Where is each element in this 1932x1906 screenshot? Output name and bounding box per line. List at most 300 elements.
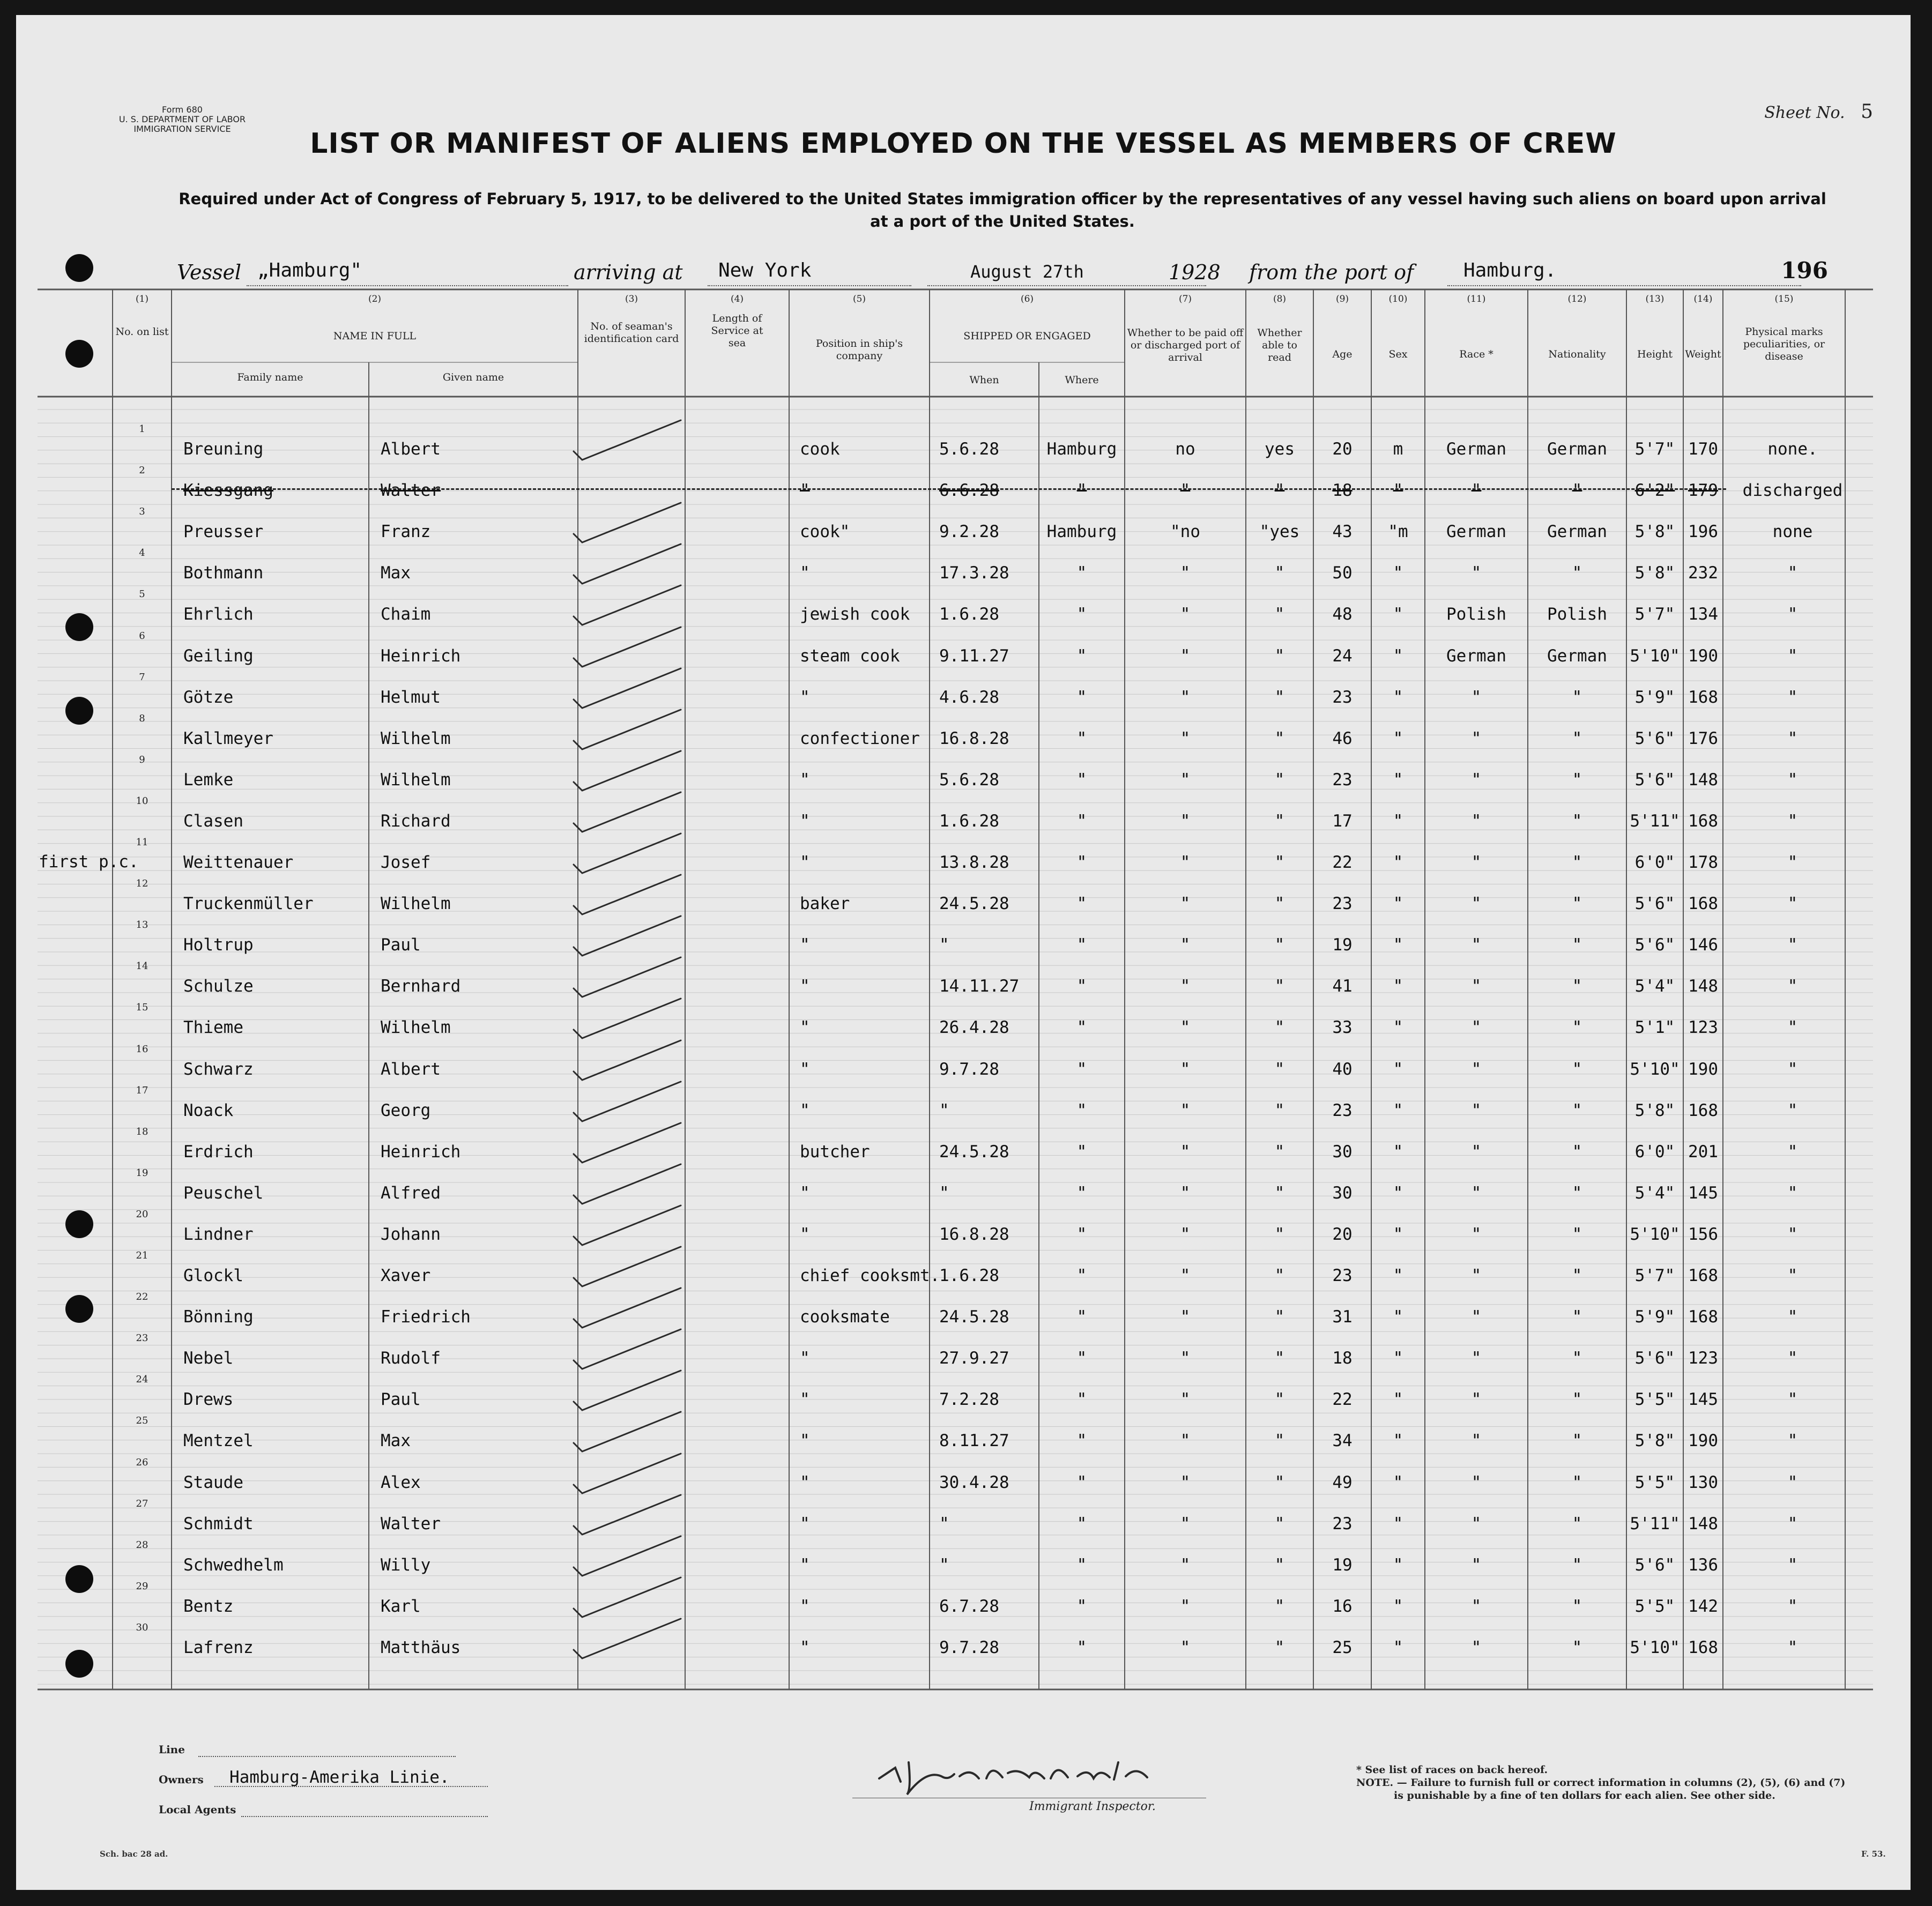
cell-read: " (1274, 1637, 1285, 1657)
cell-position: " (800, 1514, 810, 1533)
cell-where: " (1076, 563, 1087, 583)
cell-when: 5.6.28 (939, 770, 999, 790)
cell-marks: " (1787, 1142, 1798, 1162)
col9-number: (9) (1335, 294, 1349, 304)
arrival-date: August 27th (970, 262, 1084, 282)
cell-paid-off: " (1180, 605, 1191, 624)
cell-sex: " (1393, 1059, 1403, 1079)
cell-height: 5'6" (1634, 728, 1675, 748)
cell-age: 49 (1332, 1472, 1353, 1492)
cell-nationality: " (1572, 811, 1582, 831)
cell-given: Chaim (381, 605, 431, 624)
cell-nationality: " (1572, 1431, 1582, 1451)
cell-age: 17 (1332, 811, 1353, 831)
cell-marks: " (1787, 894, 1798, 914)
row-number: 4 (139, 547, 145, 559)
cell-when: 9.2.28 (939, 522, 999, 542)
cell-nationality: " (1572, 1307, 1582, 1327)
cell-sex: " (1393, 563, 1403, 583)
cell-height: 5'7" (1634, 1266, 1675, 1285)
printer-code: Sch. bac 28 ad. (100, 1849, 168, 1859)
cell-height: 5'6" (1634, 1349, 1675, 1368)
cell-age: 40 (1332, 1059, 1353, 1079)
row-number: 14 (136, 961, 148, 972)
arrival-year: 1928 (1169, 260, 1221, 284)
cell-where: " (1076, 770, 1087, 790)
cell-marks: " (1787, 770, 1798, 790)
cell-marks: " (1787, 1637, 1798, 1657)
cell-given: Willy (381, 1555, 431, 1575)
cell-race: " (1471, 977, 1482, 996)
cell-weight: 148 (1688, 770, 1718, 790)
cell-marks: " (1787, 1514, 1798, 1533)
cell-when: 26.4.28 (939, 1018, 1009, 1038)
cell-family: Glockl (183, 1266, 243, 1285)
cell-read: " (1274, 1100, 1285, 1120)
cell-height: 5'8" (1634, 1100, 1675, 1120)
cell-family: Mentzel (183, 1431, 254, 1451)
cell-position: " (800, 1431, 810, 1451)
cell-family: Bothmann (183, 563, 264, 583)
cell-given: Matthäus (381, 1637, 461, 1657)
cell-where: " (1076, 687, 1087, 707)
cell-nationality: Polish (1547, 605, 1607, 624)
margin-note: first p.c. (39, 852, 139, 872)
cell-given: Richard (381, 811, 451, 831)
cell-weight: 168 (1688, 687, 1718, 707)
manifest-subtitle: Required under Act of Congress of February 5, 1917, to be delivered to the United States immigration officer by the representatives of any vessel having such aliens on board upon arrival at a port of the United States. (179, 190, 1826, 230)
given-name-header: Given name (442, 371, 504, 383)
cell-when: 8.11.27 (939, 1431, 1009, 1451)
cell-position: cooksmate (800, 1307, 890, 1327)
row-number: 27 (136, 1498, 148, 1509)
owners-label: Owners (159, 1773, 204, 1786)
cell-where: " (1076, 1637, 1087, 1657)
cell-where: " (1076, 1431, 1087, 1451)
cell-position: " (800, 770, 810, 790)
cell-family: Kallmeyer (183, 728, 273, 748)
inspector-signature (858, 1746, 1201, 1800)
cell-height: 5'8" (1634, 1431, 1675, 1451)
cell-race: " (1471, 1596, 1482, 1616)
owners-rule (214, 1786, 488, 1787)
cell-when: 27.9.27 (939, 1349, 1009, 1368)
col5-number: (5) (852, 294, 866, 304)
cell-marks: " (1787, 646, 1798, 666)
cell-race: " (1471, 1349, 1482, 1368)
cell-paid-off: " (1180, 1183, 1191, 1203)
form-code: F. 53. (1861, 1849, 1886, 1859)
cell-weight: 201 (1688, 1142, 1718, 1162)
cell-sex: " (1393, 1224, 1403, 1244)
sheet-number-label: Sheet No. (1764, 103, 1845, 122)
row-number: 6 (139, 630, 145, 642)
cell-nationality: " (1572, 728, 1582, 748)
cell-position: " (800, 853, 810, 872)
row-number: 1 (139, 423, 145, 435)
row-number: 25 (136, 1415, 148, 1427)
cell-weight: 156 (1688, 1224, 1718, 1244)
cell-marks: " (1787, 1100, 1798, 1120)
cell-sex: m (1393, 440, 1403, 459)
cell-race: " (1471, 728, 1482, 748)
cell-given: Friedrich (381, 1307, 471, 1327)
col3-number: (3) (625, 294, 638, 304)
cell-where: " (1076, 1472, 1087, 1492)
cell-where: " (1076, 1183, 1087, 1203)
cell-read: " (1274, 1183, 1285, 1203)
arrival-port: New York (718, 259, 812, 281)
row-number: 30 (136, 1621, 148, 1633)
cell-family: Staude (183, 1472, 243, 1492)
cell-race: " (1471, 1307, 1482, 1327)
cell-position: " (800, 977, 810, 996)
cell-where: " (1076, 1307, 1087, 1327)
row-number: 15 (136, 1002, 148, 1014)
cell-where: " (1076, 728, 1087, 748)
cell-height: 5'6" (1634, 770, 1675, 790)
cell-paid-off: " (1180, 646, 1191, 666)
cell-marks: none (1772, 522, 1813, 542)
cell-where: " (1076, 1100, 1087, 1120)
cell-when: " (939, 935, 949, 955)
row-number: 17 (136, 1084, 148, 1096)
cell-race: " (1471, 811, 1482, 831)
cell-nationality: " (1572, 1183, 1582, 1203)
cell-read: " (1274, 853, 1285, 872)
cell-position: " (800, 1555, 810, 1575)
cell-when: " (939, 1183, 949, 1203)
cell-marks: " (1787, 935, 1798, 955)
line-label: Line (159, 1743, 185, 1756)
cell-when: " (939, 1555, 949, 1575)
cell-given: Paul (381, 935, 421, 955)
cell-family: Truckenmüller (183, 894, 314, 914)
cell-nationality: " (1572, 977, 1582, 996)
cell-nationality: " (1572, 1514, 1582, 1533)
cell-read: " (1274, 728, 1285, 748)
cell-when: 1.6.28 (939, 1266, 999, 1285)
cell-paid-off: " (1180, 770, 1191, 790)
cell-read: " (1274, 1555, 1285, 1575)
cell-given: Franz (381, 522, 431, 542)
cell-age: 41 (1332, 977, 1353, 996)
cell-sex: " (1393, 1100, 1403, 1120)
cell-given: Helmut (381, 687, 441, 707)
cell-marks: " (1787, 605, 1798, 624)
cell-where: " (1076, 935, 1087, 955)
cell-family: Bentz (183, 1596, 234, 1616)
from-port-label: from the port of (1249, 260, 1414, 284)
cell-weight: 179 (1688, 481, 1718, 501)
cell-given: Josef (381, 853, 431, 872)
cell-paid-off: " (1180, 1514, 1191, 1533)
cell-when: 5.6.28 (939, 440, 999, 459)
cell-when: 1.6.28 (939, 605, 999, 624)
cell-position: chief cooksmt. (800, 1266, 940, 1285)
cell-height: 5'6" (1634, 894, 1675, 914)
cell-family: Kiessgang (183, 481, 273, 501)
cell-marks: " (1787, 853, 1798, 872)
cell-age: 19 (1332, 935, 1353, 955)
cell-height: 5'6" (1634, 935, 1675, 955)
cell-age: 23 (1332, 770, 1353, 790)
cell-marks: " (1787, 1307, 1798, 1327)
cell-read: yes (1265, 440, 1295, 459)
cell-read: " (1274, 605, 1285, 624)
cell-height: 5'4" (1634, 977, 1675, 996)
cell-where: " (1076, 1596, 1087, 1616)
cell-read: " (1274, 481, 1285, 501)
cell-where: " (1076, 1514, 1087, 1533)
cell-age: 31 (1332, 1307, 1353, 1327)
cell-read: " (1274, 1349, 1285, 1368)
cell-read: " (1274, 1266, 1285, 1285)
cell-where: Hamburg (1046, 440, 1117, 459)
cell-nationality: German (1547, 440, 1607, 459)
cell-marks: " (1787, 1472, 1798, 1492)
cell-where: " (1076, 1142, 1087, 1162)
cell-marks: " (1787, 977, 1798, 996)
cell-read: " (1274, 1596, 1285, 1616)
cell-weight: 168 (1688, 811, 1718, 831)
cell-given: Wilhelm (381, 1018, 451, 1038)
cell-given: Bernhard (381, 977, 461, 996)
cell-position: " (800, 1596, 810, 1616)
cell-read: " (1274, 1390, 1285, 1410)
cell-weight: 148 (1688, 977, 1718, 996)
col10-number: (10) (1388, 294, 1408, 304)
cell-paid-off: " (1180, 1637, 1191, 1657)
col10-header: Sex (1388, 348, 1408, 360)
cell-marks: " (1787, 687, 1798, 707)
cell-sex: " (1393, 1266, 1403, 1285)
punch-hole (65, 1210, 93, 1238)
cell-nationality: " (1572, 1555, 1582, 1575)
cell-race: " (1471, 1431, 1482, 1451)
row-number: 18 (136, 1126, 148, 1137)
cell-given: Alfred (381, 1183, 441, 1203)
cell-paid-off: " (1180, 1431, 1191, 1451)
cell-position: " (800, 1390, 810, 1410)
cell-sex: " (1393, 1472, 1403, 1492)
cell-nationality: " (1572, 481, 1582, 501)
cell-given: Rudolf (381, 1349, 441, 1368)
cell-age: 20 (1332, 440, 1353, 459)
col14-header: Weight (1685, 348, 1721, 360)
cell-paid-off: "no (1170, 522, 1200, 542)
cell-given: Wilhelm (381, 728, 451, 748)
cell-age: 18 (1332, 1349, 1353, 1368)
row-number: 16 (136, 1043, 148, 1055)
cell-nationality: " (1572, 894, 1582, 914)
cell-when: 16.8.28 (939, 1224, 1009, 1244)
cell-height: 6'0" (1634, 1142, 1675, 1162)
cell-paid-off: " (1180, 687, 1191, 707)
cell-race: " (1471, 1059, 1482, 1079)
col3-header: No. of seaman's identification card (584, 321, 679, 345)
cell-position: butcher (800, 1142, 870, 1162)
col4-header: Length of Service at sea (711, 312, 763, 349)
cell-family: Schwarz (183, 1059, 254, 1079)
col11-header: Race * (1459, 348, 1493, 360)
cell-nationality: German (1547, 646, 1607, 666)
row-number: 26 (136, 1456, 148, 1468)
cell-marks: " (1787, 1596, 1798, 1616)
cell-where: " (1076, 1059, 1087, 1079)
cell-weight: 168 (1688, 1307, 1718, 1327)
cell-sex: " (1393, 728, 1403, 748)
cell-sex: " (1393, 770, 1403, 790)
cell-given: Walter (381, 481, 441, 501)
cell-height: 5'7" (1634, 440, 1675, 459)
cell-read: " (1274, 646, 1285, 666)
row-number: 2 (139, 465, 145, 476)
row-number: 12 (136, 878, 148, 890)
cell-sex: " (1393, 894, 1403, 914)
cell-weight: 168 (1688, 1637, 1718, 1657)
cell-when: " (939, 1100, 949, 1120)
cell-given: Albert (381, 1059, 441, 1079)
cell-weight: 146 (1688, 935, 1718, 955)
cell-height: 5'11" (1630, 811, 1680, 831)
cell-read: " (1274, 1514, 1285, 1533)
cell-race: " (1471, 935, 1482, 955)
cell-given: Wilhelm (381, 770, 451, 790)
cell-nationality: " (1572, 853, 1582, 872)
cell-weight: 196 (1688, 522, 1718, 542)
strikethrough-line (172, 488, 1726, 490)
cell-height: 5'7" (1634, 605, 1675, 624)
punch-hole (65, 340, 93, 368)
row-number: 3 (139, 506, 145, 518)
local-agents-label: Local Agents (159, 1803, 236, 1816)
where-header: Where (1065, 374, 1099, 386)
cell-sex: " (1393, 853, 1403, 872)
cell-paid-off: " (1180, 977, 1191, 996)
cell-height: 5'10" (1630, 1224, 1680, 1244)
col1-number: (1) (135, 294, 149, 304)
col5-header: Position in ship's company (815, 338, 903, 362)
cell-age: 23 (1332, 1266, 1353, 1285)
cell-family: Drews (183, 1390, 234, 1410)
punch-hole (65, 697, 93, 725)
cell-age: 25 (1332, 1637, 1353, 1657)
cell-race: German (1446, 646, 1506, 666)
row-number: 9 (139, 754, 145, 765)
cell-read: " (1274, 1142, 1285, 1162)
footnote (1356, 1763, 1855, 1802)
cell-position: steam cook (800, 646, 900, 666)
col6-header: SHIPPED OR ENGAGED (963, 330, 1091, 342)
row-number: 19 (136, 1167, 148, 1179)
row-number: 5 (139, 589, 145, 600)
cell-weight: 130 (1688, 1472, 1718, 1492)
cell-marks: none. (1767, 440, 1818, 459)
cell-given: Karl (381, 1596, 421, 1616)
cell-sex: " (1393, 1637, 1403, 1657)
cell-paid-off: " (1180, 1142, 1191, 1162)
cell-position: " (800, 1183, 810, 1203)
cell-paid-off: " (1180, 563, 1191, 583)
cell-position: " (800, 935, 810, 955)
cell-family: Lemke (183, 770, 234, 790)
cell-sex: " (1393, 1142, 1403, 1162)
arriving-label: arriving at (574, 260, 683, 284)
cell-family: Schulze (183, 977, 254, 996)
cell-where: " (1076, 894, 1087, 914)
cell-when: 1.6.28 (939, 811, 999, 831)
cell-where: Hamburg (1046, 522, 1117, 542)
cell-paid-off: " (1180, 1224, 1191, 1244)
cell-race: " (1471, 481, 1482, 501)
cell-sex: " (1393, 481, 1403, 501)
cell-sex: " (1393, 1555, 1403, 1575)
cell-paid-off: " (1180, 1555, 1191, 1575)
cell-given: Walter (381, 1514, 441, 1533)
cell-when: 14.11.27 (939, 977, 1020, 996)
cell-paid-off: " (1180, 853, 1191, 872)
cell-height: 6'2" (1634, 481, 1675, 501)
cell-read: " (1274, 1224, 1285, 1244)
cell-race: " (1471, 1018, 1482, 1038)
cell-marks: " (1787, 1224, 1798, 1244)
inspector-label: Immigrant Inspector. (1029, 1800, 1156, 1813)
cell-race: " (1471, 1555, 1482, 1575)
cell-sex: " (1393, 646, 1403, 666)
cell-family: Clasen (183, 811, 243, 831)
cell-age: 30 (1332, 1142, 1353, 1162)
cell-read: " (1274, 770, 1285, 790)
col4-number: (4) (730, 294, 744, 304)
owners-value: Hamburg-Amerika Linie. (229, 1768, 450, 1787)
row-number: 10 (136, 795, 148, 807)
service-name: IMMIGRATION SERVICE (133, 124, 231, 134)
row-number: 28 (136, 1539, 148, 1551)
cell-read: " (1274, 894, 1285, 914)
cell-position: " (800, 811, 810, 831)
cell-race: " (1471, 853, 1482, 872)
cell-weight: 142 (1688, 1596, 1718, 1616)
cell-where: " (1076, 1266, 1087, 1285)
col1-header: No. on list (115, 326, 169, 338)
cell-weight: 123 (1688, 1018, 1718, 1038)
cell-when: 6.6.28 (939, 481, 999, 501)
cell-paid-off: " (1180, 1100, 1191, 1120)
cell-marks: discharged (1742, 481, 1843, 501)
cell-when: 24.5.28 (939, 1142, 1009, 1162)
cell-age: 18 (1332, 481, 1353, 501)
cell-sex: " (1393, 1349, 1403, 1368)
cell-nationality: " (1572, 1390, 1582, 1410)
cell-position: baker (800, 894, 850, 914)
cell-age: 23 (1332, 1100, 1353, 1120)
cell-height: 5'4" (1634, 1183, 1675, 1203)
cell-where: " (1076, 605, 1087, 624)
cell-sex: " (1393, 1596, 1403, 1616)
cell-when: 13.8.28 (939, 853, 1009, 872)
cell-position: " (800, 1224, 810, 1244)
cell-family: Erdrich (183, 1142, 254, 1162)
cell-sex: " (1393, 1018, 1403, 1038)
cell-sex: " (1393, 687, 1403, 707)
col15-header: Physical marks peculiarities, or disease (1743, 326, 1825, 362)
row-number: 21 (136, 1250, 148, 1261)
cell-family: Lindner (183, 1224, 254, 1244)
cell-age: 19 (1332, 1555, 1353, 1575)
col8-header: Whether able to read (1257, 327, 1302, 363)
cell-weight: 168 (1688, 1100, 1718, 1120)
